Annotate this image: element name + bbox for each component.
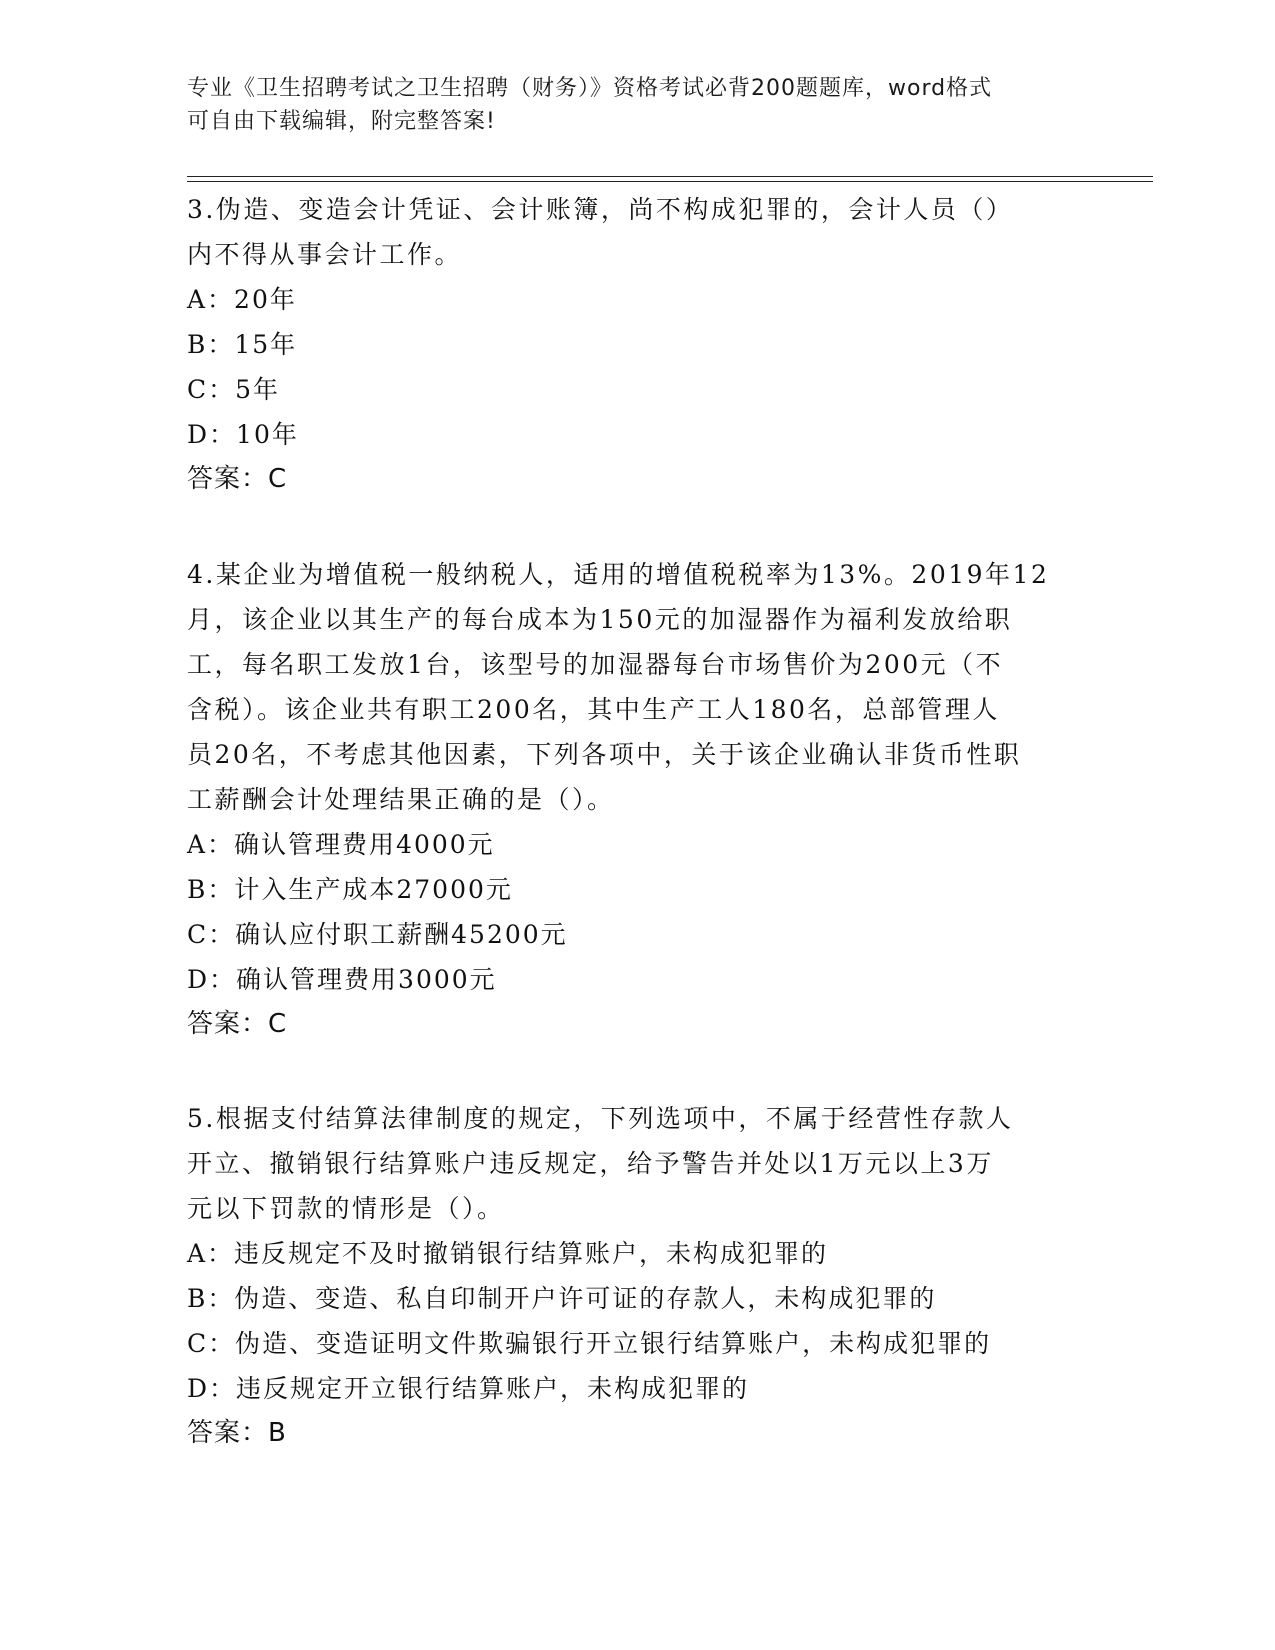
header-line-2: 可自由下载编辑，附完整答案! <box>187 109 496 134</box>
option-a: A：20年 <box>187 285 297 314</box>
question-block <box>187 552 1067 1047</box>
question-stem-line: 开立、撤销银行结算账户违反规定，给予警告并处以1万元以上3万 <box>187 1149 994 1178</box>
answer-line: 答案：C <box>187 464 288 494</box>
question-stem-line: 工，每名职工发放1台，该型号的加湿器每台市场售价为200元（不 <box>187 650 1004 679</box>
option-d: D：10年 <box>187 420 299 449</box>
option-a: A：违反规定不及时撤销银行结算账户，未构成犯罪的 <box>187 1239 829 1268</box>
option-c: C：5年 <box>187 375 281 404</box>
question-stem-line: 含税）。该企业共有职工200名，其中生产工人180名，总部管理人 <box>187 695 1000 724</box>
header-divider-top <box>187 176 1153 177</box>
option-d: D：违反规定开立银行结算账户，未构成犯罪的 <box>187 1374 750 1403</box>
option-b: B：15年 <box>187 330 298 359</box>
question-stem-line: 4.某企业为增值税一般纳税人，适用的增值税税率为13%。2019年12 <box>187 560 1050 589</box>
question-stem-line: 3.伪造、变造会计凭证、会计账簿，尚不构成犯罪的，会计人员（） <box>187 195 1014 224</box>
question-stem-line: 元以下罚款的情形是（）。 <box>187 1194 505 1223</box>
question-stem-line: 员20名，不考虑其他因素，下列各项中，关于该企业确认非货币性职 <box>187 740 1022 769</box>
question-block <box>187 187 1067 502</box>
header-divider-bottom <box>187 181 1153 182</box>
option-c: C：确认应付职工薪酬45200元 <box>187 920 568 949</box>
header-line-1: 专业《卫生招聘考试之卫生招聘（财务）》资格考试必背200题题库，word格式 <box>187 76 993 101</box>
option-c: C：伪造、变造证明文件欺骗银行开立银行结算账户，未构成犯罪的 <box>187 1329 992 1358</box>
question-stem-line: 5.根据支付结算法律制度的规定，下列选项中，不属于经营性存款人 <box>187 1104 1014 1133</box>
option-b: B：伪造、变造、私自印制开户许可证的存款人，未构成犯罪的 <box>187 1284 937 1313</box>
answer-line: 答案：C <box>187 1009 288 1039</box>
answer-line: 答案：B <box>187 1418 287 1448</box>
question-stem-line: 月，该企业以其生产的每台成本为150元的加湿器作为福利发放给职 <box>187 605 1013 634</box>
question-block <box>187 1096 1067 1456</box>
document-header <box>187 72 1067 138</box>
option-a: A：确认管理费用4000元 <box>187 830 495 859</box>
question-stem-line: 工薪酬会计处理结果正确的是（）。 <box>187 785 615 814</box>
option-d: D：确认管理费用3000元 <box>187 965 497 994</box>
option-b: B：计入生产成本27000元 <box>187 875 513 904</box>
question-stem-line: 内不得从事会计工作。 <box>187 240 463 269</box>
